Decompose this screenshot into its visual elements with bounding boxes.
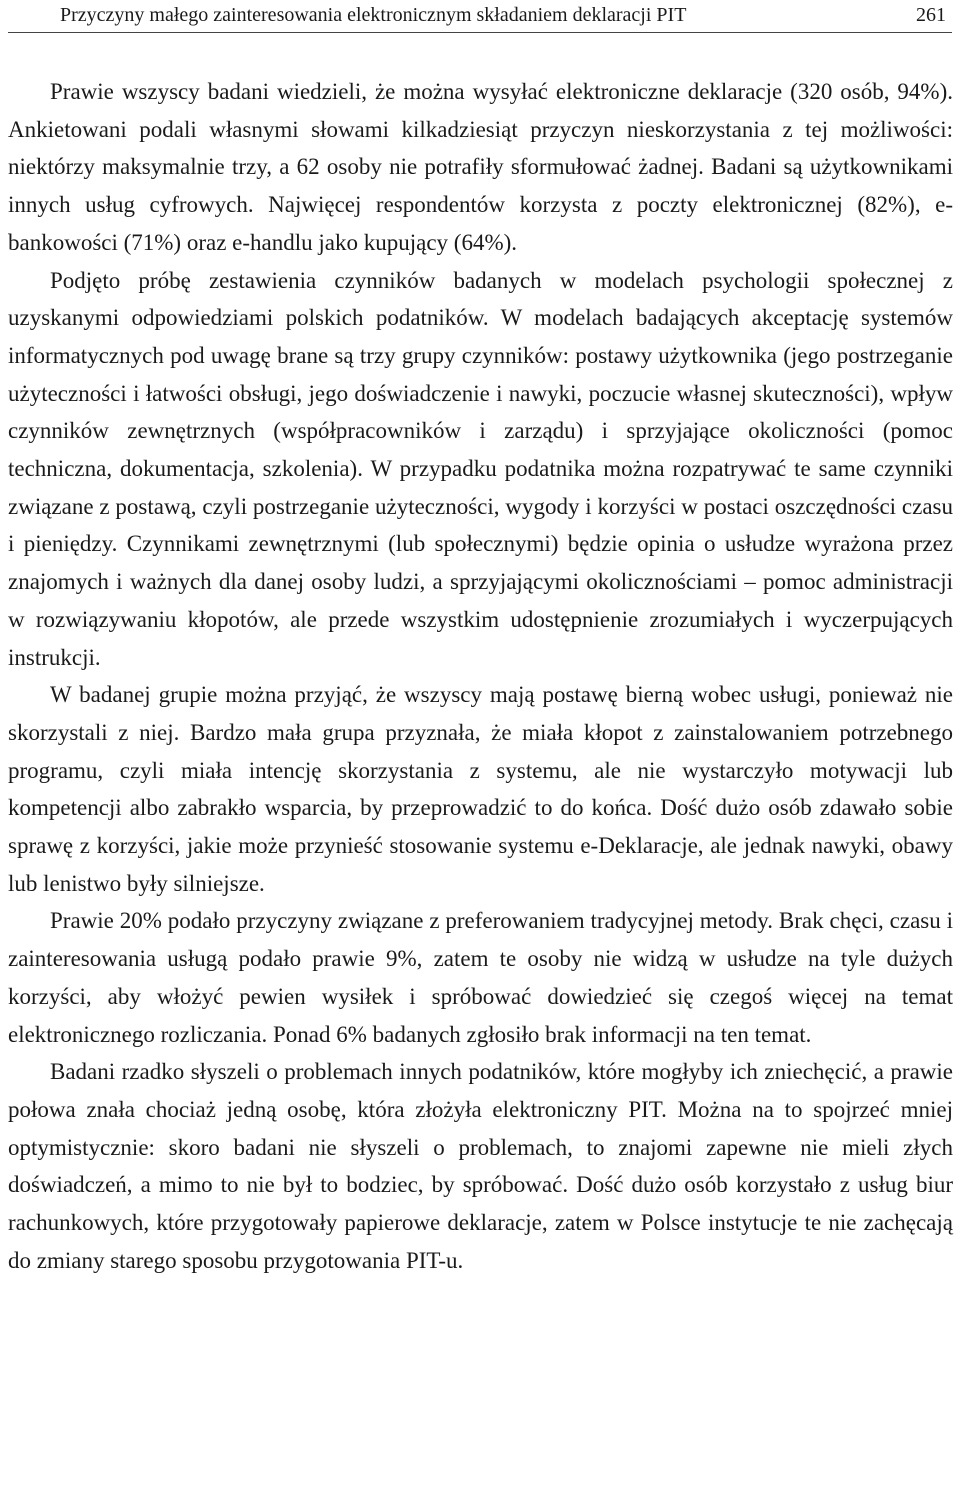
paragraph: Badani rzadko słyszeli o problemach innych podatników, które mogłyby ich zniechęcić, a prawie połowa znała chociaż jedną osobę, która złożyła elektroniczny PIT. Można na to spojrzeć mniej optymistycznie: skoro badani nie słyszeli o problemach, to znajomi zapewne nie mieli złych doświadczeń, a mimo to nie był to bodziec, by spróbować. Dość dużo osób korzystało z usług biur rachunkowych, które przygotowały papierowe deklaracje, zatem w Polsce instytucje te nie zachęcają do zmiany starego sposobu przygotowania PIT-u.	[8, 1059, 953, 1273]
paragraph: Prawie wszyscy badani wiedzieli, że można wysyłać elektroniczne deklaracje (320 osób, 94%). Ankietowani podali własnymi słowami kilkadziesiąt przyczyn nieskorzystania z tej możliwości: niektórzy maksymalnie trzy, a 62 osoby nie potrafiły sformułować żadnej. Badani są użytkownikami innych usług cyfrowych. Najwięcej respondentów korzysta z poczty elektronicznej (82%), e-bankowości (71%) oraz e-handlu jako kupujący (64%).	[8, 79, 953, 255]
body-text	[8, 73, 953, 1280]
paragraph: W badanej grupie można przyjąć, że wszyscy mają postawę bierną wobec usługi, ponieważ nie skorzystali z niej. Bardzo mała grupa przyznała, że miała kłopot z zainstalowaniem potrzebnego programu, czyli miała intencję skorzystania z systemu, ale nie wystarczyło motywacji lub kompetencji albo zabrakło wsparcia, by przeprowadzić to do końca. Dość dużo osób zdawało sobie sprawę z korzyści, jakie może przynieść stosowanie systemu e-Deklaracje, ale jednak nawyki, obawy lub lenistwo były silniejsze.	[8, 682, 953, 896]
paragraph: Prawie 20% podało przyczyny związane z preferowaniem tradycyjnej metody. Brak chęci, czasu i zainteresowania usługą podało prawie 9%, zatem te osoby nie widzą w usłudze na tyle dużych korzyści, aby włożyć pewien wysiłek i spróbować dowiedzieć się czegoś więcej na temat elektronicznego rozliczania. Ponad 6% badanych zgłosiło brak informacji na ten temat.	[8, 908, 953, 1047]
running-title: Przyczyny małego zainteresowania elektronicznym składaniem deklaracji PIT	[60, 4, 687, 26]
page-number: 261	[916, 4, 946, 26]
paragraph: Podjęto próbę zestawienia czynników badanych w modelach psychologii społecznej z uzyskanymi odpowiedziami polskich podatników. W modelach badających akceptację systemów informatycznych pod uwagę brane są trzy grupy czynników: postawy użytkownika (jego postrzeganie użyteczności i łatwości obsługi, jego doświadczenie i nawyki, poczucie własnej skuteczności), wpływ czynników zewnętrznych (współpracowników i zarządu) i sprzyjające okoliczności (pomoc techniczna, dokumentacja, szkolenia). W przypadku podatnika można rozpatrywać te same czynniki związane z postawą, czyli postrzeganie użyteczności, wygody i korzyści w postaci oszczędności czasu i pieniędzy. Czynnikami zewnętrznymi (lub społecznymi) będzie opinia o usłudze wyrażona przez znajomych i ważnych dla danej osoby ludzi, a sprzyjającymi okolicznościami – pomoc administracji w rozwiązywaniu kłopotów, ale przede wszystkim udostępnienie zrozumiałych i wyczerpujących instrukcji.	[8, 267, 953, 670]
running-header	[8, 2, 952, 33]
